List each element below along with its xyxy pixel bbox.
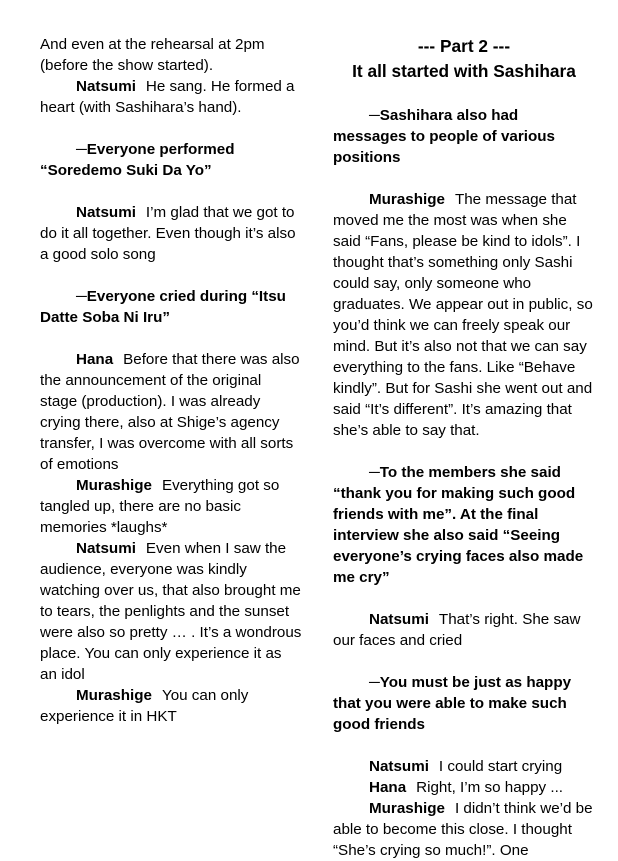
dialogue-line xyxy=(333,609,595,651)
dialogue-text: Even when I saw the audience, everyone was kindly watching over us, that also brought me to tears, the penlights and the sunset were also so pretty … . It’s a wondrous place. You can only experience it as an idol xyxy=(40,540,302,683)
part-subtitle: It all started with Sashihara xyxy=(352,61,576,81)
speaker-name: Natsumi xyxy=(369,611,429,628)
interview-question: ─Sashihara also had messages to people of various positions xyxy=(333,107,555,166)
dialogue-text: He sang. He formed a heart (with Sashihara’s hand). xyxy=(40,78,295,116)
part-title: --- Part 2 --- xyxy=(417,36,511,56)
interview-question: ─To the members she said “thank you for making such good friends with me”. At the final interview she also said “Seeing everyone’s crying faces also made me cry” xyxy=(333,464,584,586)
right-column xyxy=(333,34,595,861)
speaker-name: Murashige xyxy=(76,477,152,494)
speaker-name: Natsumi xyxy=(76,204,136,221)
dialogue-line xyxy=(40,475,302,538)
speaker-name: Hana xyxy=(76,351,114,368)
dialogue-line xyxy=(333,756,595,777)
speaker-name: Natsumi xyxy=(76,540,136,557)
dialogue-line xyxy=(40,685,302,727)
speaker-name: Natsumi xyxy=(76,78,136,95)
dialogue-line xyxy=(333,798,595,861)
interview-question: ─Everyone cried during “Itsu Datte Soba Ni Iru” xyxy=(40,288,286,326)
interview-question: ─You must be just as happy that you were able to make such good friends xyxy=(333,674,572,733)
dialogue-line xyxy=(40,202,302,265)
interview-question: ─Everyone performed “Soredemo Suki Da Yo” xyxy=(40,141,235,179)
dialogue-text: I didn’t think we’d be able to become this close. I thought “She’s crying so much!”. One xyxy=(333,800,593,859)
speaker-name: Murashige xyxy=(369,800,445,817)
dialogue-text: I’m glad that we got to do it all together. Even though it’s also a good solo song xyxy=(40,204,296,263)
dialogue-line xyxy=(333,777,595,798)
speaker-name: Murashige xyxy=(369,191,445,208)
speaker-name: Murashige xyxy=(76,687,152,704)
dialogue-text: Everything got so tangled up, there are no basic memories *laughs* xyxy=(40,477,280,536)
dialogue-line xyxy=(40,538,302,685)
dialogue-text: You can only experience it in HKT xyxy=(40,687,249,725)
speaker-name: Hana xyxy=(369,779,407,796)
dialogue-text: Right, I’m so happy ... xyxy=(416,779,564,796)
dialogue-text: The message that moved me the most was when she said “Fans, please be kind to idols”. I thought that’s something only Sashi could say, only someone who graduates. We appear out in public, so you’d think we can freely speak our mind. But it’s also not that we can say everything to the fans. Like “Behave kindly”. But for Sashi she went out and said “It’s different”. It’s amazing that she’s able to say that. xyxy=(333,191,593,439)
dialogue-text: Before that there was also the announcement of the original stage (production). I was already crying there, also at Shige’s agency transfer, I was overcome with all sorts of emotions xyxy=(40,351,300,473)
left-column xyxy=(40,34,302,727)
dialogue-line xyxy=(40,349,302,475)
dialogue-text: I could start crying xyxy=(438,758,563,775)
dialogue-text: That’s right. She saw our faces and cried xyxy=(333,611,581,649)
paragraph: And even at the rehearsal at 2pm (before the show started). xyxy=(40,36,265,74)
dialogue-line xyxy=(333,189,595,441)
speaker-name: Natsumi xyxy=(369,758,429,775)
dialogue-line xyxy=(40,76,302,118)
